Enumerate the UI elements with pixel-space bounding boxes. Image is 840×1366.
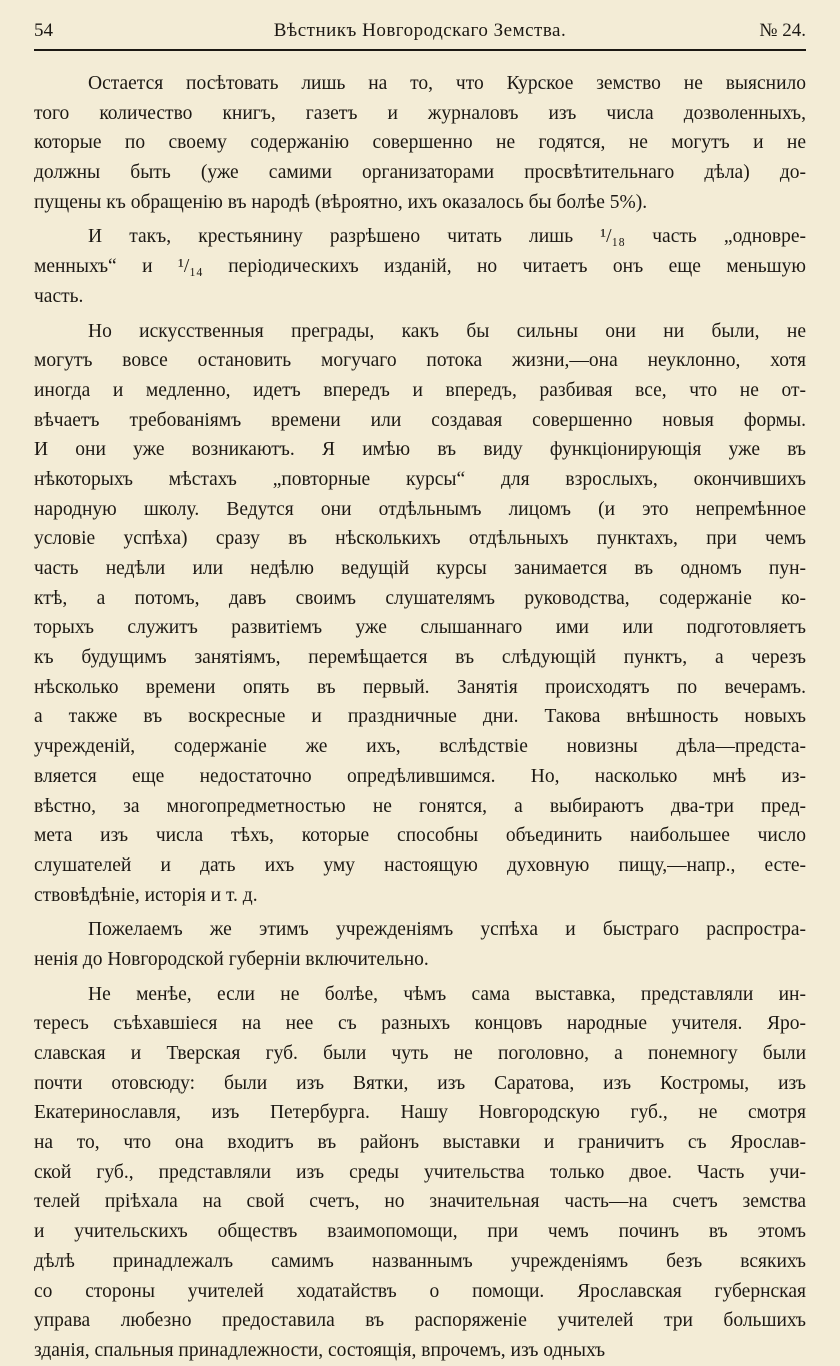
text-line: должны быть (уже самими организаторами просвѣтительнаго дѣла) до- <box>34 162 806 184</box>
text-line: часть недѣли или недѣлю ведущій курсы занимается въ одномъ пун- <box>34 558 806 579</box>
paragraph <box>34 980 806 1366</box>
header-rule <box>34 49 806 51</box>
text-line: вѣчаетъ требованіямъ времени или создавая совершенно новыя формы. <box>34 409 806 431</box>
text-line: вляется еще недостаточно опредѣлившимся. Но, насколько мнѣ из- <box>34 765 806 787</box>
text-line: условіе успѣха) сразу въ нѣсколькихъ отдѣльныхъ пунктахъ, при чемъ <box>34 528 806 550</box>
text-line: тересъ съѣхавшіеся на нее съ разныхъ концовъ народные учителя. Яро- <box>34 1013 806 1035</box>
text-line: телей пріѣхала на свой счетъ, но значительная часть—на счетъ земства <box>34 1191 806 1213</box>
text-line: которые по своему содержанію совершенно не годятся, не могутъ и не <box>34 132 806 154</box>
running-header <box>34 20 806 48</box>
text-line: Пожелаемъ же этимъ учрежденіямъ успѣха и быстраго распростра- <box>88 919 806 941</box>
text-line: мета изъ числа тѣхъ, которые способны объединить наибольшее число <box>34 825 806 847</box>
text-line: менныхъ“ и ¹/₁₄ періодическихъ изданій, но читаетъ онъ еще меньшую <box>34 256 806 278</box>
text-line: учрежденій, содержаніе же ихъ, вслѣдствіе новизны дѣла—предста- <box>34 736 806 758</box>
text-line: ненія до Новгородской губерніи включительно. <box>34 948 429 970</box>
text-line: слушателей и дать ихъ уму настоящую духовную пищу,—напр., есте- <box>34 854 806 876</box>
text-line: ской губ., представляли изъ среды учительства только двое. Часть учи- <box>34 1161 806 1183</box>
text-line: Екатеринославля, изъ Петербурга. Нашу Новгородскую губ., не смотря <box>34 1102 806 1124</box>
text-line: И такъ, крестьянину разрѣшено читать лишь ¹/₁₈ часть „одновре- <box>88 226 806 248</box>
text-line: иногда и медленно, идетъ впередъ и впередъ, разбивая все, что не от- <box>34 379 806 401</box>
text-line: почти отовсюду: были изъ Вятки, изъ Саратова, изъ Костромы, изъ <box>34 1072 806 1094</box>
text-line: могутъ вовсе остановить могучаго потока жизни,—она неуклонно, хотя <box>34 350 806 372</box>
text-line: Не менѣе, если не болѣе, чѣмъ сама выставка, представляли ин- <box>88 983 806 1005</box>
text-line: торыхъ служитъ развитіемъ уже слышаннаго ими или подготовляетъ <box>34 617 806 639</box>
body-text <box>34 69 806 1366</box>
issue-number: № 24. <box>759 20 806 41</box>
text-line: дѣлѣ принадлежалъ самимъ названнымъ учрежденіямъ безъ всякихъ <box>34 1250 806 1272</box>
text-line: пущены къ обращенію въ народѣ (вѣроятно, ихъ оказалось бы болѣе 5%). <box>34 191 648 213</box>
text-line: часть. <box>34 285 84 307</box>
text-line: славская и Тверская губ. были чуть не поголовно, а понемногу были <box>34 1043 806 1064</box>
journal-title: Вѣстникъ Новгородскаго Земства. <box>273 20 567 41</box>
text-line: и учительскихъ обществъ взаимопомощи, при чемъ починъ въ этомъ <box>34 1221 806 1243</box>
text-line: ствовѣдѣніе, исторія и т. д. <box>34 884 258 906</box>
text-line: И они уже возникаютъ. Я имѣю въ виду функціонирующія уже въ <box>34 439 806 461</box>
page-number: 54 <box>34 20 53 41</box>
text-line: къ будущимъ занятіямъ, перемѣщается въ слѣдующій пунктъ, а черезъ <box>34 647 806 669</box>
paragraph <box>34 317 806 911</box>
paragraph <box>34 915 806 974</box>
text-line: того количество книгъ, газетъ и журналовъ изъ числа дозволенныхъ, <box>34 102 806 124</box>
text-line: на то, что она входитъ въ районъ выставки и граничитъ съ Ярослав- <box>34 1132 806 1154</box>
text-line: Но искусственныя преграды, какъ бы сильны они ни были, не <box>88 320 806 342</box>
text-line: ктѣ, а потомъ, давъ своимъ слушателямъ руководства, содержаніе ко- <box>34 587 806 609</box>
text-line: нѣкоторыхъ мѣстахъ „повторные курсы“ для взрослыхъ, окончившихъ <box>34 468 806 490</box>
paragraph <box>34 69 806 217</box>
text-line: а также въ воскресные и праздничные дни. Такова внѣшность новыхъ <box>34 706 806 728</box>
text-line: нѣсколько времени опять въ первый. Занятія происходятъ по вечерамъ. <box>34 676 806 698</box>
text-line: вѣстно, за многопредметностью не гонятся, а выбираютъ два-три пред- <box>34 795 806 817</box>
text-line: со стороны учителей ходатайствъ о помощи. Ярославская губернская <box>34 1280 806 1302</box>
text-line: зданія, спальныя принадлежности, состоящія, впрочемъ, изъ одныхъ <box>34 1339 606 1361</box>
text-line: Остается посѣтовать лишь на то, что Курское земство не выяснило <box>88 73 806 94</box>
text-line: народную школу. Ведутся они отдѣльнымъ лицомъ (и это непремѣнное <box>34 498 806 520</box>
text-line: управа любезно предоставила въ распоряженіе учителей три большихъ <box>34 1310 806 1332</box>
paragraph <box>34 222 806 311</box>
